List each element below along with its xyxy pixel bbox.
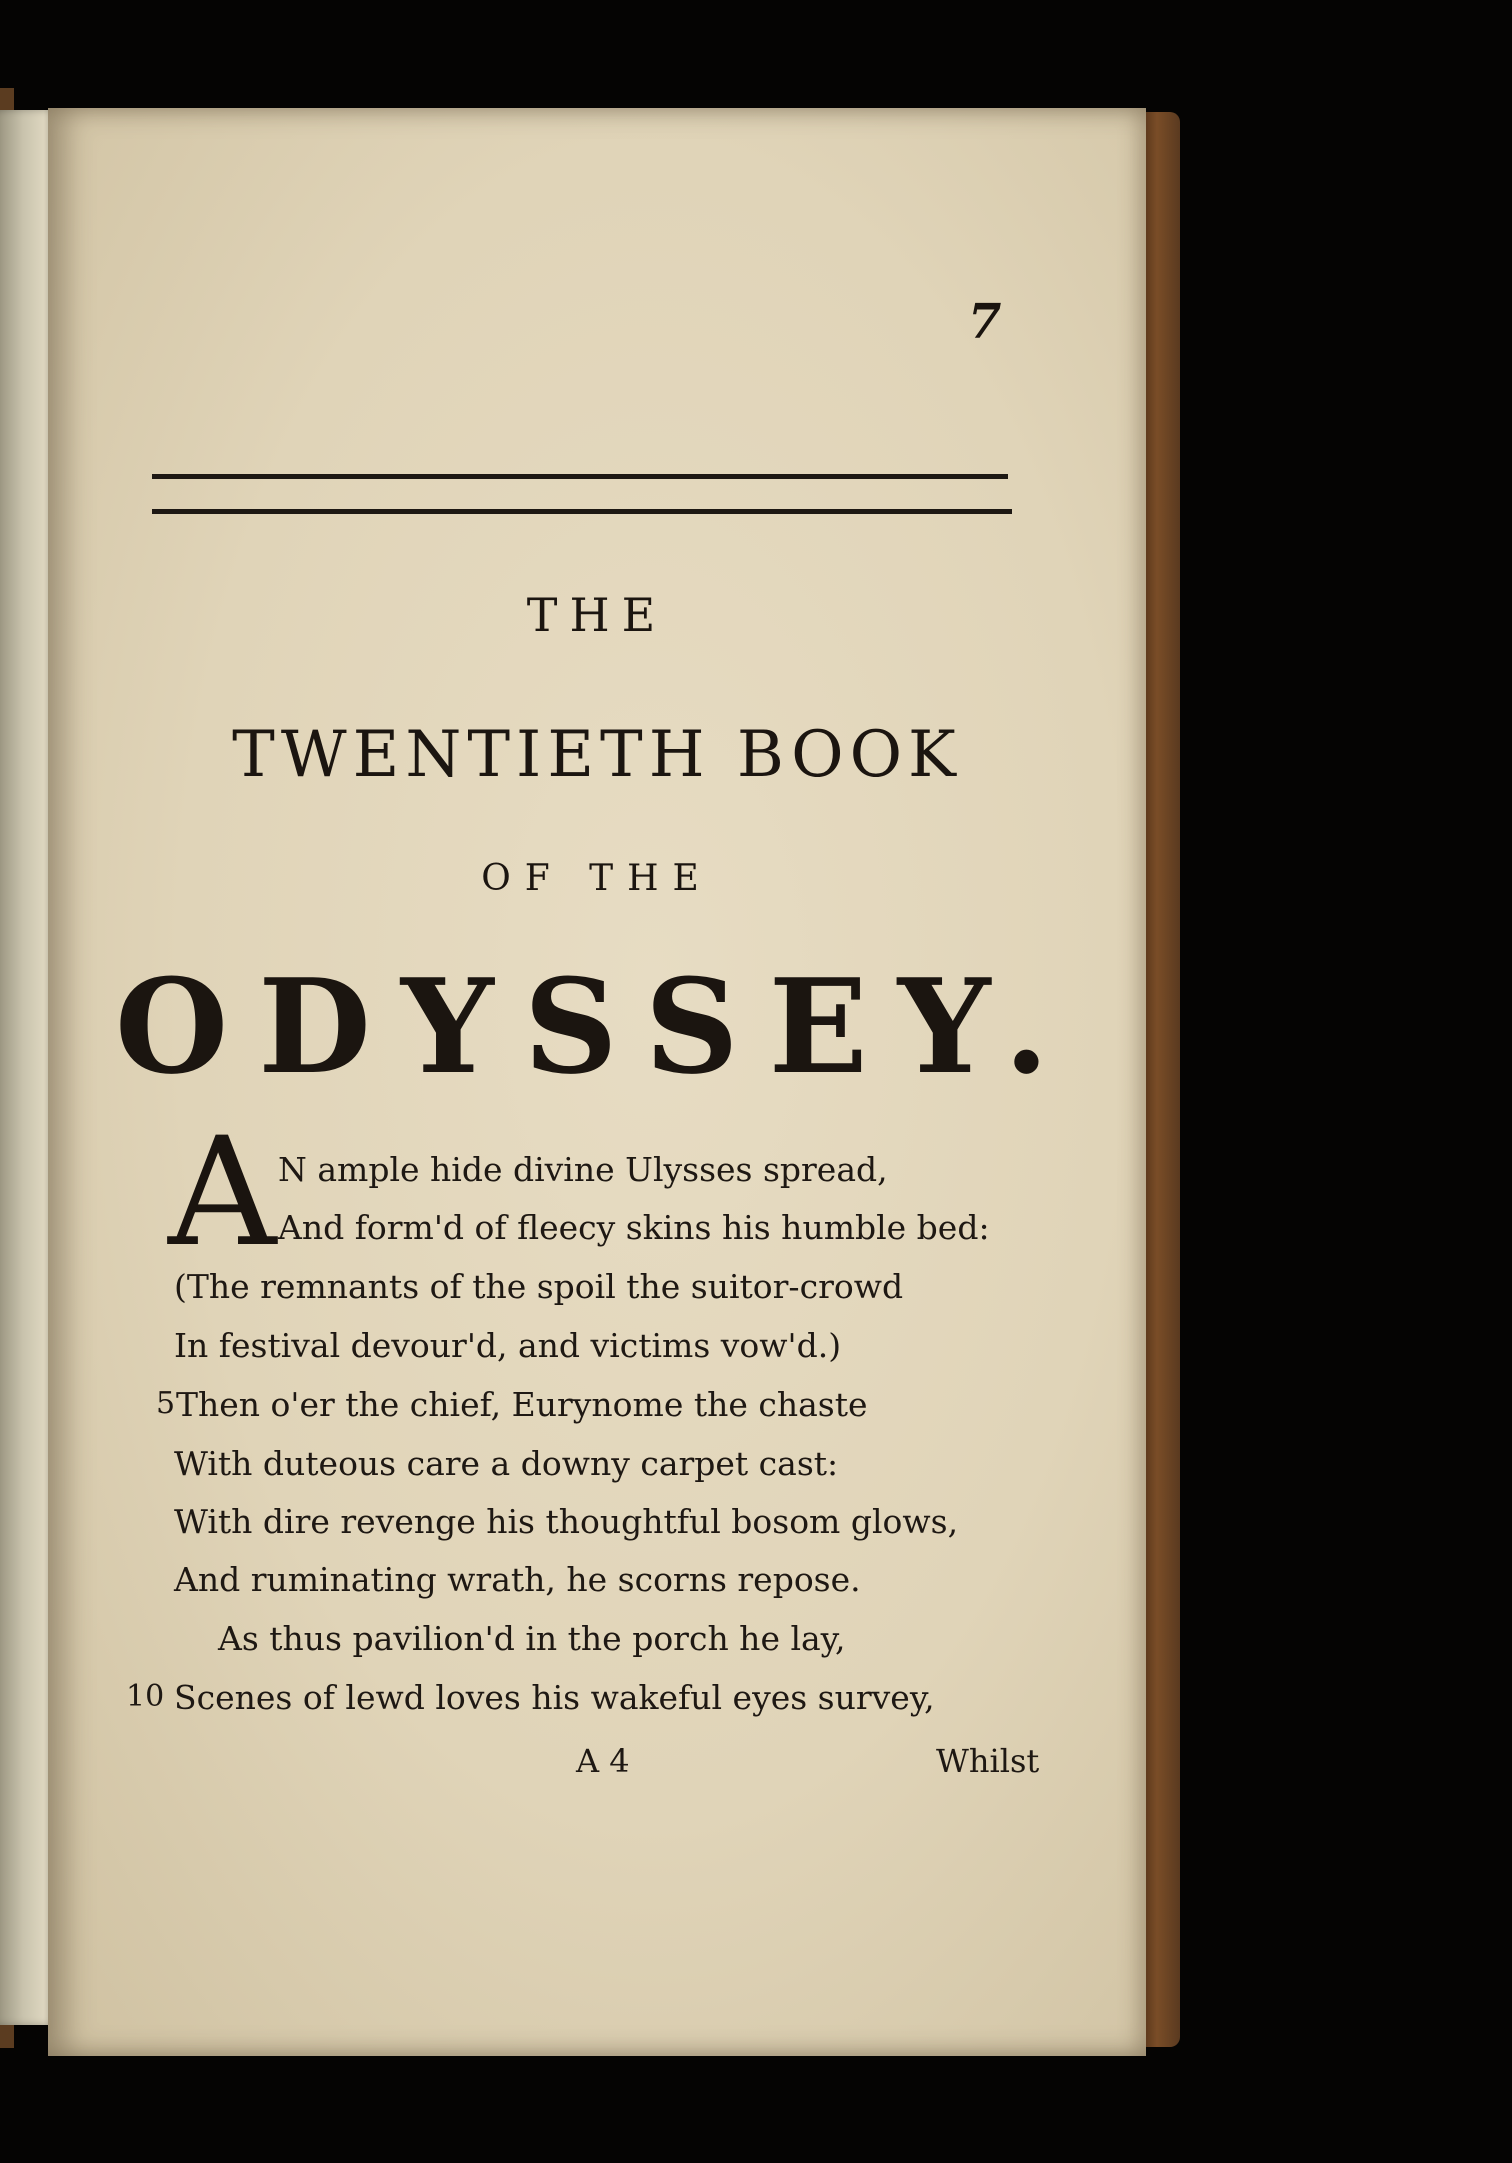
verse-line-7: With dire revenge his thoughtful bosom glows, [174, 1502, 959, 1541]
verse-line-1: N ample hide divine Ulysses spread, [278, 1150, 888, 1189]
catchword: Whilst [936, 1742, 1040, 1780]
verse-line-6: With duteous care a downy carpet cast: [174, 1444, 839, 1483]
book-page [48, 108, 1146, 2056]
verse-line-number-5: 5 [156, 1386, 176, 1421]
verse-line-number-10: 10 [126, 1679, 165, 1714]
verse-line-10: Scenes of lewd loves his wakeful eyes survey, [174, 1678, 935, 1717]
verse-line-9: As thus pavilion'd in the porch he lay, [218, 1619, 846, 1658]
verse-line-2: And form'd of fleecy skins his humble bed: [278, 1208, 990, 1247]
heading-odyssey: ODYSSEY. [114, 950, 1080, 1103]
verse-line-8: And ruminating wrath, he scorns repose. [174, 1560, 861, 1599]
verse-line-5: Then o'er the chief, Eurynome the chaste [176, 1385, 868, 1424]
drop-cap: A [168, 1106, 277, 1280]
signature-mark: A 4 [576, 1742, 630, 1780]
verse-line-4: In festival devour'd, and victims vow'd.) [174, 1326, 842, 1365]
heading-of-the: OF THE [481, 858, 713, 899]
heading-book: TWENTIETH BOOK [232, 718, 962, 792]
heading-the: THE [526, 588, 668, 642]
page-number: 7 [968, 294, 1002, 350]
verse-line-3: (The remnants of the spoil the suitor-crowd [174, 1267, 904, 1306]
